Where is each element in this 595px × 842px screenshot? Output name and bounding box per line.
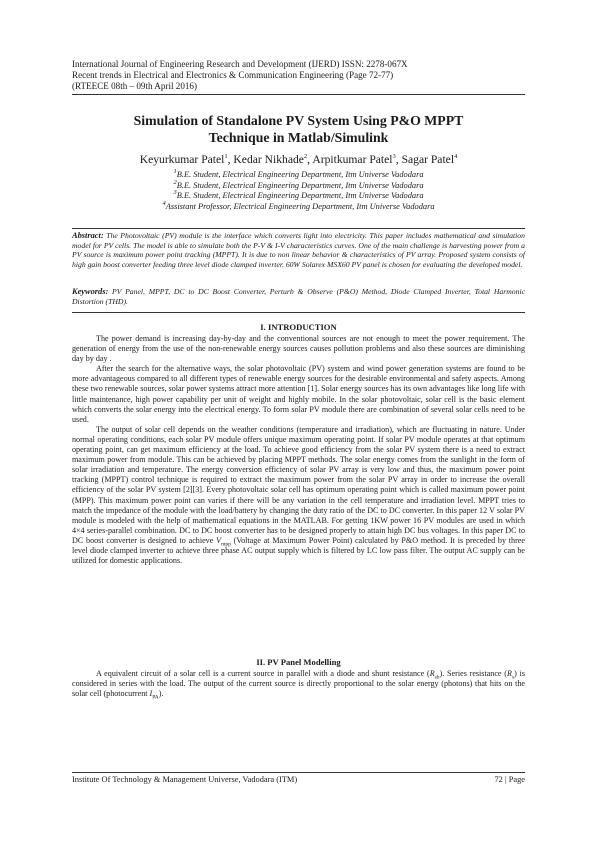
paragraph — [72, 669, 525, 699]
section-heading-introduction: I. INTRODUCTION — [260, 322, 337, 332]
footer-institution: Institute Of Technology & Management Universe, Vadodara (ITM) — [72, 775, 298, 784]
journal-line-3: (RTEECE 08th – 09th April 2016) — [72, 81, 197, 91]
math-subscript: PA — [152, 694, 159, 701]
paragraph-text: The output of solar cell depends on the weather conditions (temperature and irradiation), which are fluctuating in nature. Under normal operating conditions, each solar PV module offers unique maximum operating point. If solar PV module operates at that optimum operating point, can get maximum efficiency at the load. To achieve good efficiency from the solar PV system there is a need to extract maximum power from module. This can be achieved by placing MPPT methods. The solar energy comes from the sunlight in the form of solar irradiation and temperature. The energy conversion efficiency of solar PV array is very low and thus, the maximum power point tracking (MPPT) control technique is required to extract the maximum power from the solar PV array in order to increase the overall efficiency of the solar PV system [2][3]. Every photovoltaic solar cell has optimum operating point which is called maximum power point (MPP). This maximum power point can varies if there will be any variation in the cell temperature and irradiation level. MPPT tries to match the impedance of the module with the load/battery by changing the duty ratio of the DC to DC converter. In this paper 12 V solar PV module is modeled with the help of mathematical equations in the MATLAB. For getting 1KW power 16 PV modules are used in which 4×4 series-parallel combination. DC to DC boost converter has to be designed properly to attain high DC bus voltages. In this paper DC to DC boost converter is designed to achieve — [72, 424, 525, 545]
affiliation — [72, 191, 525, 202]
affiliation-marker: 1 — [173, 168, 177, 176]
keywords — [72, 287, 525, 307]
author-list — [72, 153, 525, 167]
author-separator: , — [395, 153, 402, 166]
abstract-text: The Photovoltaic (PV) module is the interface which converts light into electricity. This paper includes mathematical and simulation model for PV cells. The model is able to simulate both the P-V & I-V characteristics curves. One of the main challenge is harvesting power from a PV source is maximum power point tracking (MPPT). It is due to non linear behavior & characteristics of PV array. Proposed system consists of high gain boost converter feeding three level diode clamped inverter. 60W Solarex MSX60 PV panel is chosen for evaluating the developed model. — [72, 231, 525, 269]
math-variable: I — [149, 689, 153, 699]
affiliation-text: B.E. Student, Electrical Engineering Department, Itm Universe Vadodara — [176, 191, 424, 200]
paragraph-text: ) is considered in series with the load. The output of the current source is directly proportional to the solar energy (photons) that hits on the solar cell (photocurrent — [72, 669, 525, 699]
math-subscript: sh — [434, 674, 440, 681]
footer-rule — [72, 772, 525, 773]
abstract-top-rule — [72, 228, 525, 229]
author-name: Keyurkumar Patel — [139, 153, 225, 166]
author-name: Sagar Patel — [401, 153, 455, 166]
journal-line-1: International Journal of Engineering Research and Development (IJERD) ISSN: 2278-067X — [72, 59, 408, 69]
math-variable: R — [429, 669, 435, 678]
paragraph: After the search for the alternative ways, the solar photovoltaic (PV) system and wind power generation systems are found to be more advantageous compared to all different types of renewable energy sources for the desirable environmental and safety aspects. Among these two renewable sources, solar power systems attract more attention [1]. Solar energy sources has its own advantages like long life with little maintenance, high power capability per unit of weight and highly mobile. In the solar photovoltaic, solar cell is the basic element which converts the solar energy into the electrical energy. To form solar PV module there are combination of several solar cells need to be used. — [72, 364, 525, 424]
author-separator: , — [227, 153, 234, 166]
author-marker: 3 — [392, 153, 396, 161]
affiliation — [72, 170, 525, 181]
page-number: 72 | Page — [494, 775, 525, 784]
author-marker: 2 — [303, 153, 308, 161]
author-separator: , — [307, 153, 313, 166]
paragraph: The power demand is increasing day-by-day and the conventional sources are not enough to meet the power requirement. The generation of energy from the use of the non-renewable energy sources causes pollution problems and also these sources are diminishing day by day . — [72, 334, 525, 364]
section-heading-pv-panel-modelling: II. PV Panel Modelling — [256, 657, 341, 667]
keywords-bottom-rule — [72, 312, 525, 313]
paragraph — [72, 425, 525, 566]
affiliation-list — [72, 170, 525, 212]
author-marker: 4 — [454, 153, 458, 161]
affiliation-marker: 2 — [173, 178, 177, 186]
introduction-body — [72, 334, 525, 566]
math-variable: R — [507, 669, 512, 678]
paragraph-text: A equivalent circuit of a solar cell is a current source in parallel with a diode and shunt resistance ( — [96, 669, 430, 678]
math-subscript: mpp — [221, 541, 231, 548]
paragraph-text: ). — [158, 689, 164, 699]
paper-title — [72, 112, 525, 146]
author-name: Kedar Nikhade — [233, 153, 304, 166]
affiliation-text: B.E. Student, Electrical Engineering Department, Itm Universe Vadodara — [176, 170, 424, 179]
affiliation-marker: 4 — [162, 199, 166, 207]
paper-title-line-1: Simulation of Standalone PV System Using P&O MPPT — [133, 113, 464, 128]
math-subscript: s — [511, 674, 515, 681]
paragraph-text: (Voltage at Maximum Power Point) calculated by P&O method. It is preceded by three level diode clamped inverter to achieve three phase AC output supply which is filtered by LC low pass filter. The output AC supply can be utilized for domestic applications. — [72, 535, 525, 566]
journal-header — [72, 59, 532, 92]
math-variable: V — [216, 535, 222, 545]
pv-modelling-body — [72, 669, 525, 699]
journal-line-2: Recent trends in Electrical and Electronics & Communication Engineering (Page 72-77) — [72, 70, 394, 80]
keywords-label: Keywords: — [72, 287, 109, 296]
keywords-text: PV Panel, MPPT, DC to DC Boost Converter, Perturb & Observe (P&O) Method, Diode Clamped Inverter, Total Harmonic Distortion (THD). — [72, 287, 525, 306]
affiliation — [72, 199, 525, 213]
author-name: Arpitkumar Patel — [312, 153, 393, 166]
paragraph-text: ). Series resistance ( — [439, 669, 508, 678]
affiliation-text: B.E. Student, Electrical Engineering Department, Itm Universe Vadodara — [176, 180, 424, 190]
abstract — [72, 231, 525, 269]
affiliation — [72, 178, 525, 192]
author-marker: 1 — [224, 153, 228, 161]
abstract-label: Abstract: — [72, 231, 104, 240]
paper-title-line-2: Technique in Matlab/Simulink — [208, 130, 389, 145]
affiliation-text: Assistant Professor, Electrical Engineering Department, Itm Universe Vadodara — [165, 201, 435, 211]
affiliation-marker: 3 — [173, 189, 177, 197]
header-rule — [72, 94, 525, 95]
